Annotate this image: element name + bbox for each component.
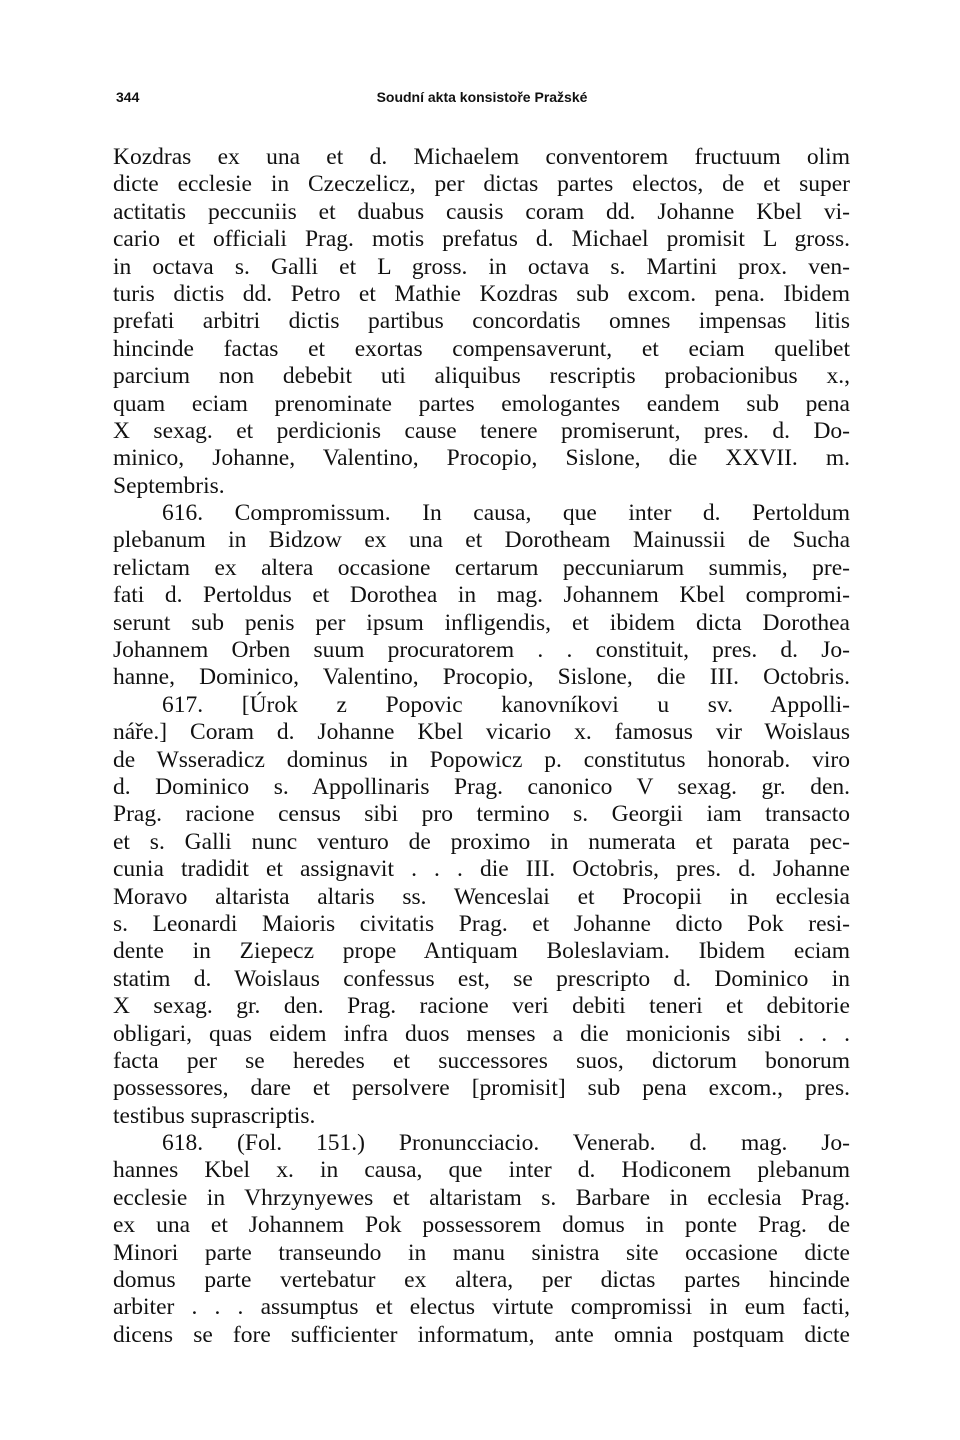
text-line: d. Dominico s. Appollinaris Prag. canonico V sexag. gr. den. — [113, 773, 850, 800]
text-line: possessores, dare et persolvere [promisit] sub pena excom., pres. — [113, 1075, 850, 1102]
entry-heading-line: 618. (Fol. 151.) Pronuncciacio. Venerab. d. mag. Jo- — [162, 1130, 850, 1157]
text-line: actitatis peccuniis et duabus causis coram dd. Johanne Kbel vi- — [113, 198, 850, 225]
text-line: plebanum in Bidzow ex una et Dorotheam Mainussii de Sucha — [113, 527, 850, 554]
text-line: hincinde factas et exortas compensaverunt, et eciam quelibet — [113, 335, 850, 362]
text-line: X sexag. et perdicionis cause tenere promiserunt, pres. d. Do- — [113, 417, 850, 444]
text-line: arbiter . . . assumptus et electus virtute compromissi in eum facti, — [113, 1294, 850, 1321]
text-line: X sexag. gr. den. Prag. racione veri debiti teneri et debitorie — [113, 993, 850, 1020]
text-line: facta per se heredes et successores suos, dictorum bonorum — [113, 1047, 850, 1074]
text-line: Septembris. — [113, 472, 225, 499]
text-line: cunia tradidit et assignavit . . . die III. Octobris, pres. d. Johanne — [113, 856, 850, 883]
text-line: de Wsseradicz dominus in Popowicz p. constitutus honorab. viro — [113, 746, 850, 773]
text-line: prefati arbitri dictis partibus concordatis omnes impensas litis — [113, 308, 850, 335]
text-line: statim d. Woislaus confessus est, se prescripto d. Dominico in — [113, 965, 850, 992]
text-line: náře.] Coram d. Johanne Kbel vicario x. famosus vir Woislaus — [113, 719, 850, 746]
text-line: s. Leonardi Maioris civitatis Prag. et Johanne dicto Pok resi- — [113, 910, 850, 937]
text-line: cario et officiali Prag. motis prefatus d. Michael promisit L gross. — [113, 226, 850, 253]
text-line: et s. Galli nunc venturo de proximo in numerata et parata pec- — [113, 828, 850, 855]
text-line: Prag. racione census sibi pro termino s. Georgii iam transacto — [113, 801, 850, 828]
text-line: hannes Kbel x. in causa, que inter d. Hodiconem plebanum — [113, 1157, 850, 1184]
text-line: Minori parte transeundo in manu sinistra site occasione dicte — [113, 1239, 850, 1266]
text-line: turis dictis dd. Petro et Mathie Kozdras sub excom. pena. Ibidem — [113, 280, 850, 307]
text-line: dicte ecclesie in Czeczelicz, per dictas partes electos, de et super — [113, 171, 850, 198]
text-line: hanne, Dominico, Valentino, Procopio, Sislone, die III. Octobris. — [113, 664, 850, 691]
entry-heading-line: 616. Compromissum. In causa, que inter d. Pertoldum — [162, 500, 850, 527]
text-line: ex una et Johannem Pok possessorem domus in ponte Prag. de — [113, 1212, 850, 1239]
text-line: Johannem Orben suum procuratorem . . constituit, pres. d. Jo- — [113, 637, 850, 664]
page-number: 344 — [116, 89, 140, 105]
text-line: ecclesie in Vhrzynyewes et altaristam s. Barbare in ecclesia Prag. — [113, 1184, 850, 1211]
text-line: obligari, quas eidem infra duos menses a die monicionis sibi . . . — [113, 1020, 850, 1047]
text-line: testibus suprascriptis. — [113, 1102, 316, 1129]
text-line: domus parte vertebatur ex altera, per dictas partes hincinde — [113, 1267, 850, 1294]
body-text — [113, 144, 850, 1349]
text-line: Kozdras ex una et d. Michaelem conventorem fructuum olim — [113, 144, 850, 170]
running-title: Soudní akta konsistoře Pražské — [376, 89, 588, 105]
text-line: serunt sub penis per ipsum infligendis, et ibidem dicta Dorothea — [113, 609, 850, 636]
text-line: relictam ex altera occasione certarum peccuniarum summis, pre- — [113, 554, 850, 581]
text-line: dente in Ziepecz prope Antiquam Boleslaviam. Ibidem eciam — [113, 938, 850, 965]
text-line: quam eciam prenominate partes emologantes eandem sub pena — [113, 390, 850, 417]
text-line: minico, Johanne, Valentino, Procopio, Sislone, die XXVII. m. — [113, 445, 850, 472]
entry-heading-line: 617. [Úrok z Popovic kanovníkovi u sv. Appolli- — [162, 691, 850, 718]
text-line: Moravo altarista altaris ss. Wenceslai et Procopii in ecclesia — [113, 883, 850, 910]
page-header — [116, 89, 848, 113]
text-line: parcium non debebit uti aliquibus rescriptis probacionibus x., — [113, 363, 850, 390]
text-line: in octava s. Galli et L gross. in octava s. Martini prox. ven- — [113, 253, 850, 280]
text-line: dicens se fore sufficienter informatum, ante omnia postquam dicte — [113, 1321, 850, 1348]
text-line: fati d. Pertoldus et Dorothea in mag. Johannem Kbel compromi- — [113, 582, 850, 609]
